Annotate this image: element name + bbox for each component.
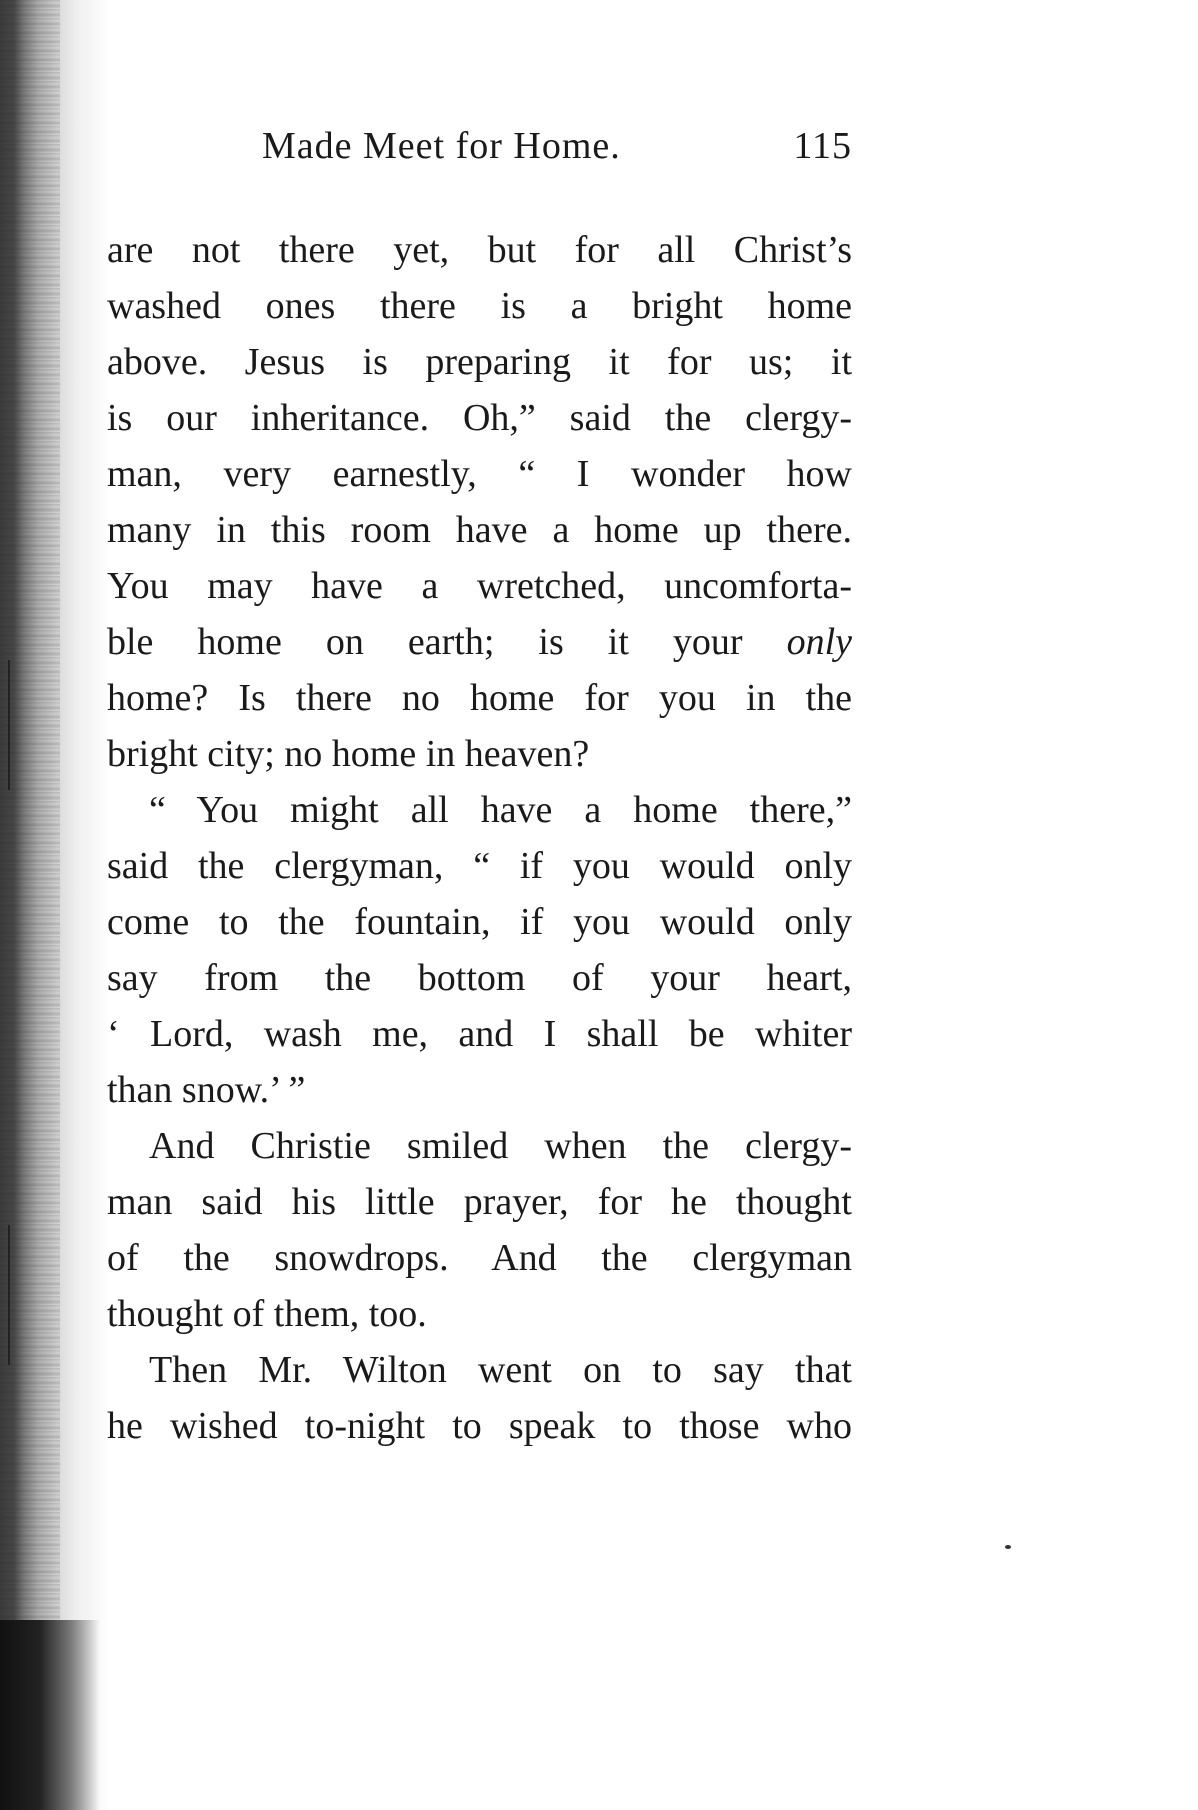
text-line: of the snowdrops. And the clergyman (107, 1237, 852, 1279)
paragraph-end-line: bright city; no home in heaven? (107, 733, 590, 775)
page-header (262, 124, 852, 174)
margin-rule-upper (8, 660, 10, 790)
text-line: is our inheritance. Oh,” said the clergy- (107, 397, 852, 439)
text-line: home? Is there no home for you in the (107, 677, 852, 719)
text-line (107, 614, 852, 670)
text-line: above. Jesus is preparing it for us; it (107, 341, 852, 383)
text-line: You may have a wretched, uncomforta- (107, 565, 852, 607)
paragraph-end-line: thought of them, too. (107, 1293, 427, 1335)
body-text (107, 222, 852, 1454)
paragraph-start-line: And Christie smiled when the clergy- (149, 1125, 852, 1167)
paragraph-start-line: “ You might all have a home there,” (149, 789, 852, 831)
ink-speck (1005, 1545, 1011, 1549)
page-number: 115 (793, 125, 852, 167)
text-segment: ble home on earth; is it your (107, 621, 743, 663)
text-line: come to the fountain, if you would only (107, 901, 852, 943)
binding-shadow (0, 0, 110, 1810)
text-line: said the clergyman, “ if you would only (107, 845, 852, 887)
text-line: man said his little prayer, for he thought (107, 1181, 852, 1223)
running-title: Made Meet for Home. (262, 125, 621, 167)
text-line: man, very earnestly, “ I wonder how (107, 453, 852, 495)
paragraph-start-line: Then Mr. Wilton went on to say that (149, 1349, 852, 1391)
italic-word: only (786, 621, 852, 663)
binding-shadow-bottom (0, 1620, 100, 1810)
paragraph-end-line: than snow.’ ” (107, 1069, 306, 1111)
text-line: he wished to-night to speak to those who (107, 1405, 852, 1447)
text-line: are not there yet, but for all Christ’s (107, 229, 852, 271)
margin-rule-lower (8, 1225, 10, 1365)
text-line: washed ones there is a bright home (107, 285, 852, 327)
text-line: many in this room have a home up there. (107, 509, 852, 551)
text-line: say from the bottom of your heart, (107, 957, 852, 999)
text-line: ‘ Lord, wash me, and I shall be whiter (107, 1013, 852, 1055)
